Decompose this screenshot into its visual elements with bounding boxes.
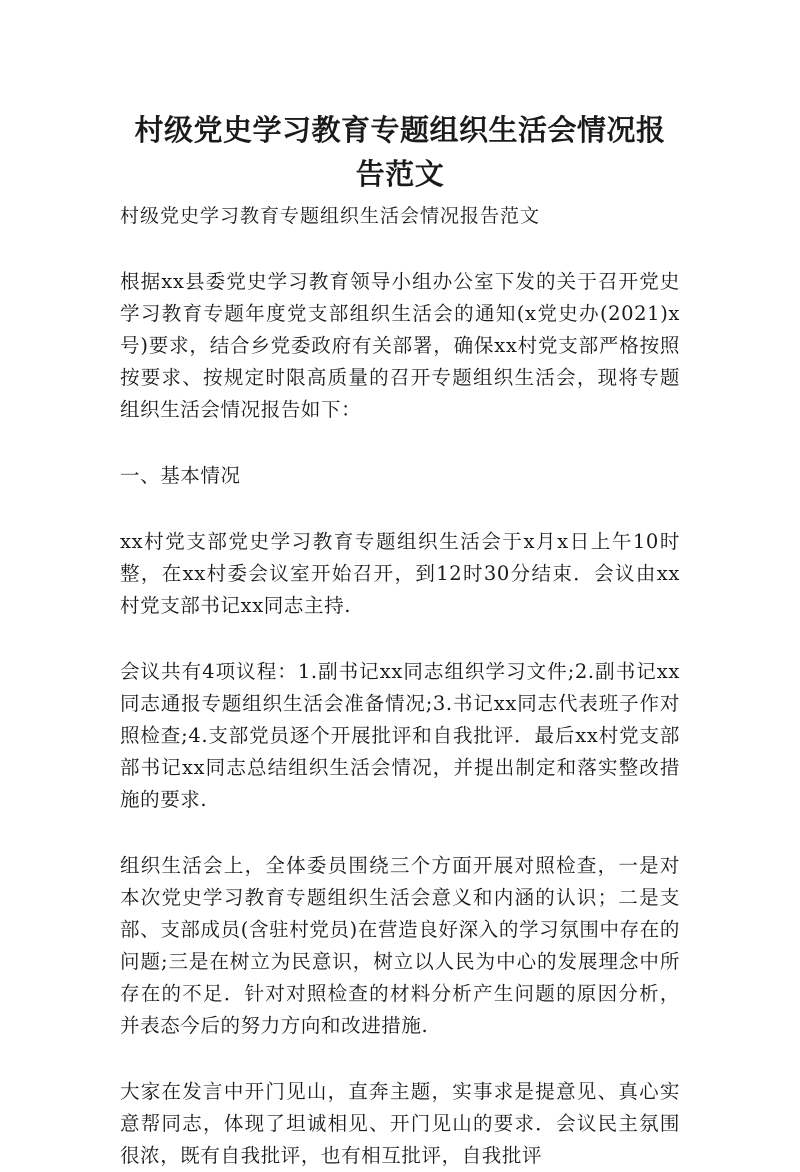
discussion-paragraph: 大家在发言中开门见山，直奔主题，实事求是提意见、真心实意帮同志，体现了坦诚相见、开门见山的要求．会议民主氛围很浓，既有自我批评，也有相互批评，自我批评 [120,1080,680,1167]
document-page [120,108,680,1172]
intro-paragraph: 根据xx县委党史学习教育领导小组办公室下发的关于召开党史学习教育专题年度党支部组织生活会的通知(x党史办(2021)x号)要求，结合乡党委政府有关部署，确保xx村党支部严格按照按要求、按规定时限高质量的召开专题组织生活会，现将专题组织生活会情况报告如下： [120,270,680,421]
section-heading-basic-situation: 一、基本情况 [120,464,241,487]
document-subtitle: 村级党史学习教育专题组织生活会情况报告范文 [120,205,541,227]
meeting-time-paragraph: xx村党支部党史学习教育专题组织生活会于x月x日上午10时整，在xx村委会议室开始召开，到12时30分结束．会议由xx村党支部书记xx同志主持. [120,530,680,617]
self-check-paragraph: 组织生活会上，全体委员围绕三个方面开展对照检查，一是对本次党史学习教育专题组织生活会意义和内涵的认识；二是支部、支部成员(含驻村党员)在营造良好深入的学习氛围中存在的问题;三是在树立为民意识，树立以人民为中心的发展理念中所存在的不足．针对对照检查的材料分析产生问题的原因分析，并表态今后的努力方向和改进措施. [120,854,680,1037]
document-title: 村级党史学习教育专题组织生活会情况报告范文 [134,113,666,191]
agenda-paragraph: 会议共有4项议程：1.副书记xx同志组织学习文件;2.副书记xx同志通报专题组织生活会准备情况;3.书记xx同志代表班子作对照检查;4.支部党员逐个开展批评和自我批评．最后xx村党支部部书记xx同志总结组织生活会情况，并提出制定和落实整改措施的要求. [120,660,680,811]
